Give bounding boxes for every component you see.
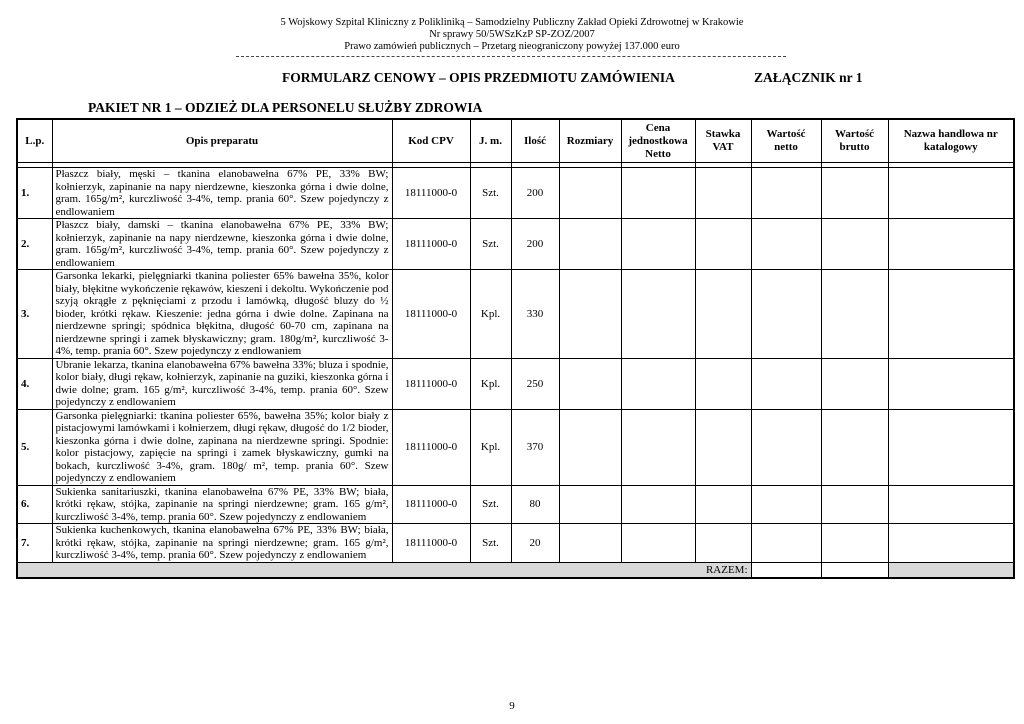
row-gross-cell xyxy=(821,219,888,270)
row-cpv: 18111000-0 xyxy=(392,168,470,219)
row-number: 3. xyxy=(17,270,52,359)
row-sizes-cell xyxy=(559,270,621,359)
row-cpv: 18111000-0 xyxy=(392,358,470,409)
row-unit-price-cell xyxy=(621,409,695,485)
price-table xyxy=(16,118,1015,579)
row-description: Płaszcz biały, damski – tkanina elanobawełna 67% PE, 33% BW; kołnierzyk, zapinanie na napy nierdzewne, kieszonka górna i dwie dolne, gram. 165g/m², kurczliwość 3-4%, temp. prania 60°. Szew pojedynczy z endlowaniem xyxy=(52,219,392,270)
procurement-type: Prawo zamówień publicznych – Przetarg nieograniczony powyżej 137.000 euro xyxy=(344,41,680,52)
col-sizes: Rozmiary xyxy=(559,119,621,163)
row-number: 6. xyxy=(17,485,52,524)
row-number: 1. xyxy=(17,168,52,219)
row-vat-cell xyxy=(695,524,751,563)
col-vat: Stawka VAT xyxy=(695,119,751,163)
row-sizes-cell xyxy=(559,485,621,524)
row-quantity: 250 xyxy=(511,358,559,409)
row-sizes-cell xyxy=(559,358,621,409)
table-row xyxy=(17,485,1014,524)
total-row xyxy=(17,562,1014,578)
row-unit: Szt. xyxy=(470,485,511,524)
total-gross-cell xyxy=(821,562,888,578)
row-trade-name-cell xyxy=(888,409,1014,485)
document-header xyxy=(0,17,1024,53)
row-net-cell xyxy=(751,524,821,563)
table-row xyxy=(17,358,1014,409)
row-vat-cell xyxy=(695,219,751,270)
row-quantity: 80 xyxy=(511,485,559,524)
row-description: Płaszcz biały, męski – tkanina elanobawełna 67% PE, 33% BW; kołnierzyk, zapinanie na napy nierdzewne, kieszonka górna i dwie dolne, gram. 165g/m², kurczliwość 3-4%, temp. prania 60°. Szew pojedynczy z endlowaniem xyxy=(52,168,392,219)
row-unit: Szt. xyxy=(470,524,511,563)
row-unit-price-cell xyxy=(621,270,695,359)
row-trade-name-cell xyxy=(888,358,1014,409)
row-gross-cell xyxy=(821,524,888,563)
row-net-cell xyxy=(751,358,821,409)
row-description: Garsonka lekarki, pielęgniarki tkanina poliester 65% bawełna 35%, kolor biały, błękitne wykończenie rękawów, kieszeni i dekoltu. Wykończenie pod szyją okrągłe z pęknięciami z przodu i lamówką, długość bluzy do ½ bioder, krótki rękaw. Kieszenie: jedna górna i dwie dolne. Zapinana na nierdzewne springi; spódnica błękitna, długość 60-70 cm, zapinana na nierdzewne springi i zamek błyskawiczny; gram. 180g/m², kurczliwość 3-4%, temp. prania 60°. Szew pojedynczy z endlowaniem xyxy=(52,270,392,359)
header-divider xyxy=(236,56,786,65)
row-cpv: 18111000-0 xyxy=(392,219,470,270)
col-description: Opis preparatu xyxy=(52,119,392,163)
row-vat-cell xyxy=(695,409,751,485)
row-trade-name-cell xyxy=(888,168,1014,219)
row-quantity: 330 xyxy=(511,270,559,359)
row-quantity: 20 xyxy=(511,524,559,563)
row-number: 5. xyxy=(17,409,52,485)
row-unit-price-cell xyxy=(621,524,695,563)
row-trade-name-cell xyxy=(888,485,1014,524)
row-quantity: 370 xyxy=(511,409,559,485)
row-quantity: 200 xyxy=(511,219,559,270)
row-net-cell xyxy=(751,219,821,270)
col-trade-name: Nazwa handlowa nr katalogowy xyxy=(888,119,1014,163)
page-number: 9 xyxy=(509,700,515,712)
col-net-value: Wartość netto xyxy=(751,119,821,163)
row-sizes-cell xyxy=(559,219,621,270)
row-description: Ubranie lekarza, tkanina elanobawełna 67% bawełna 33%; bluza i spodnie, kolor biały, długi rękaw, kołnierzyk, zapinanie na guziki, kieszonka górna i dwie dolne; gram. 165 g/m², kurczliwość 3-4%, temp. prania 60°. Szew pojedynczy z endlowaniem xyxy=(52,358,392,409)
row-unit: Kpl. xyxy=(470,270,511,359)
row-net-cell xyxy=(751,409,821,485)
total-net-cell xyxy=(751,562,821,578)
row-unit: Szt. xyxy=(470,168,511,219)
row-unit-price-cell xyxy=(621,485,695,524)
row-unit-price-cell xyxy=(621,168,695,219)
case-number: Nr sprawy 50/5WSzKzP SP-ZOZ/2007 xyxy=(429,29,595,40)
row-number: 2. xyxy=(17,219,52,270)
row-unit-price-cell xyxy=(621,219,695,270)
row-net-cell xyxy=(751,168,821,219)
row-cpv: 18111000-0 xyxy=(392,409,470,485)
total-label: RAZEM: xyxy=(17,562,751,578)
row-description: Sukienka sanitariuszki, tkanina elanobawełna 67% PE, 33% BW; biała, krótki rękaw, stójka, zapinanie na springi nierdzewne; gram. 165 g/m², kurczliwość 3-4%, temp. prania 60°. Szew pojedynczy z endlowaniem xyxy=(52,485,392,524)
row-sizes-cell xyxy=(559,168,621,219)
table-row xyxy=(17,409,1014,485)
table-row xyxy=(17,524,1014,563)
row-quantity: 200 xyxy=(511,168,559,219)
table-header-row xyxy=(17,119,1014,163)
row-unit-price-cell xyxy=(621,358,695,409)
row-description: Garsonka pielęgniarki: tkanina poliester 65%, bawełna 35%; kolor biały z pistacjowymi lamówkami i kołnierzem, długi rękaw, długość do 1/2 bioder, kieszonka górna i dwie dolne, zapinana na nierdzewne springi. Spodnie: kolor pistacjowy, zapięcie na springi i zamek błyskawiczny, gumki na bokach, kurczliwość 3-4%, gram. 180g/ m², temp. prania 60°. Szew pojedynczy z endlowaniem xyxy=(52,409,392,485)
col-quantity: Ilość xyxy=(511,119,559,163)
row-cpv: 18111000-0 xyxy=(392,485,470,524)
table-row xyxy=(17,270,1014,359)
package-title: PAKIET NR 1 – ODZIEŻ DLA PERSONELU SŁUŻBY ZDROWIA xyxy=(88,100,483,115)
col-gross-value: Wartość brutto xyxy=(821,119,888,163)
row-net-cell xyxy=(751,485,821,524)
row-trade-name-cell xyxy=(888,270,1014,359)
row-unit: Kpl. xyxy=(470,358,511,409)
row-gross-cell xyxy=(821,168,888,219)
col-cpv: Kod CPV xyxy=(392,119,470,163)
row-gross-cell xyxy=(821,485,888,524)
row-number: 4. xyxy=(17,358,52,409)
row-net-cell xyxy=(751,270,821,359)
form-title: FORMULARZ CENOWY – OPIS PRZEDMIOTU ZAMÓWIENIA xyxy=(282,70,675,85)
row-trade-name-cell xyxy=(888,524,1014,563)
row-gross-cell xyxy=(821,358,888,409)
row-cpv: 18111000-0 xyxy=(392,270,470,359)
row-description: Sukienka kuchenkowych, tkanina elanobawełna 67% PE, 33% BW; biała, krótki rękaw, stójka, zapinanie na springi nierdzewne; gram. 165 g/m², kurczliwość 3-4%, temp. prania 60°. Szew pojedynczy z endlowaniem xyxy=(52,524,392,563)
col-unit-price: Cena jednostkowa Netto xyxy=(621,119,695,163)
col-unit: J. m. xyxy=(470,119,511,163)
row-unit: Kpl. xyxy=(470,409,511,485)
row-cpv: 18111000-0 xyxy=(392,524,470,563)
row-vat-cell xyxy=(695,358,751,409)
col-lp: L.p. xyxy=(17,119,52,163)
row-gross-cell xyxy=(821,270,888,359)
attachment-label: ZAŁĄCZNIK nr 1 xyxy=(754,70,863,85)
total-trade-name-cell xyxy=(888,562,1014,578)
row-number: 7. xyxy=(17,524,52,563)
hospital-name: 5 Wojskowy Szpital Kliniczny z Polikliniką – Samodzielny Publiczny Zakład Opieki Zdrowotnej w Krakowie xyxy=(280,17,744,28)
table-row xyxy=(17,168,1014,219)
row-trade-name-cell xyxy=(888,219,1014,270)
row-vat-cell xyxy=(695,485,751,524)
row-sizes-cell xyxy=(559,524,621,563)
table-row xyxy=(17,219,1014,270)
row-unit: Szt. xyxy=(470,219,511,270)
row-gross-cell xyxy=(821,409,888,485)
row-vat-cell xyxy=(695,270,751,359)
row-sizes-cell xyxy=(559,409,621,485)
row-vat-cell xyxy=(695,168,751,219)
